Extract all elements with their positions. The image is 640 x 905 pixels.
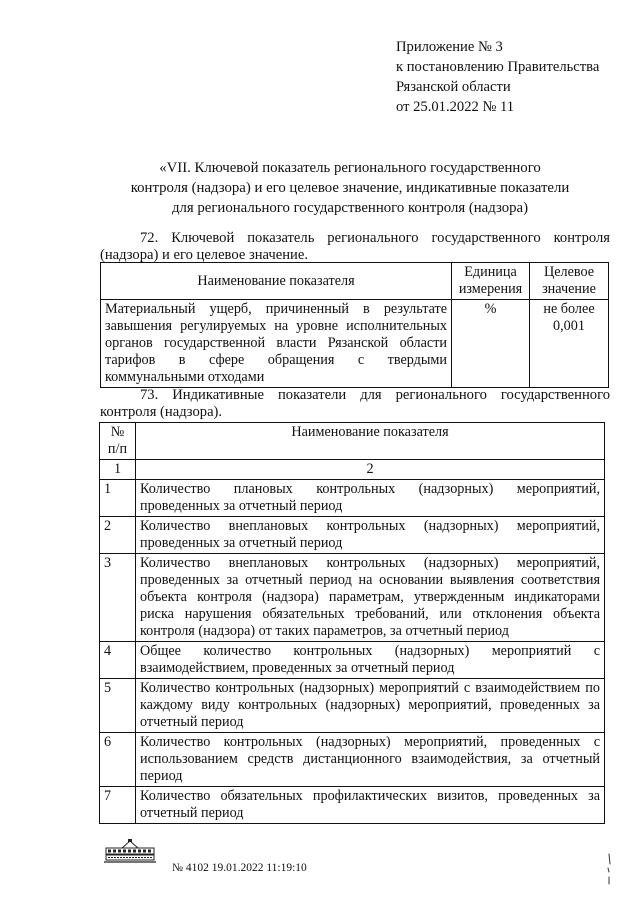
row-text: Количество контрольных (надзорных) мероприятий с взаимодействием по каждому виду контрольных (надзорных) мероприятий, проведенных за отчетный период xyxy=(136,679,605,733)
row-text: Количество плановых контрольных (надзорных) мероприятий, проведенных за отчетный период xyxy=(136,480,605,517)
section-heading xyxy=(96,158,604,218)
appendix-resolution: к постановлению Правительства xyxy=(396,59,600,75)
table-row xyxy=(100,554,605,642)
paragraph-72-text: 72. Ключевой показатель регионального государственного контроля (надзора) и его целевое значение. xyxy=(100,230,610,263)
column-number-1: 1 xyxy=(100,460,136,480)
registry-stamp-icon xyxy=(102,838,158,866)
row-number: 2 xyxy=(100,517,136,554)
header-indicator-name: Наименование показателя xyxy=(101,263,452,300)
row-number: 3 xyxy=(100,554,136,642)
paragraph-73 xyxy=(100,387,610,421)
header-indicator-name: Наименование показателя xyxy=(136,423,605,460)
row-number: 5 xyxy=(100,679,136,733)
key-indicator-table xyxy=(100,262,609,388)
paragraph-72 xyxy=(100,230,610,264)
row-text: Количество обязательных профилактических визитов, проведенных за отчетный период xyxy=(136,787,605,824)
table-row xyxy=(101,300,609,388)
indicator-target: не более 0,001 xyxy=(530,300,609,388)
header-unit: Единица измерения xyxy=(452,263,530,300)
column-number-row xyxy=(100,460,605,480)
appendix-title: Приложение № 3 xyxy=(396,39,503,55)
row-number: 4 xyxy=(100,642,136,679)
table-row xyxy=(100,679,605,733)
indicator-unit: % xyxy=(452,300,530,388)
row-text: Количество контрольных (надзорных) мероприятий, проведенных с использованием средств дистанционного взаимодействия, за отчетный период xyxy=(136,733,605,787)
page-footer xyxy=(100,834,640,894)
row-text: Количество внеплановых контрольных (надзорных) мероприятий, проведенных за отчетный период xyxy=(136,517,605,554)
row-text: Количество внеплановых контрольных (надзорных) мероприятий, проведенных за отчетный период на основании выявления соответствия объекта контроля (надзора) параметрам, утвержденным индикаторами риска нарушения обязательных требований, или отклонения объекта контроля (надзора) от таких параметров, за отчетный период xyxy=(136,554,605,642)
table-row xyxy=(100,517,605,554)
paragraph-73-text: 73. Индикативные показатели для регионального государственного контроля (надзора). xyxy=(100,387,610,420)
appendix-date: от 25.01.2022 № 11 xyxy=(396,99,515,115)
table-header-row xyxy=(100,423,605,460)
table-row xyxy=(100,642,605,679)
row-number: 7 xyxy=(100,787,136,824)
heading-line-1: «VII. Ключевой показатель регионального государственного xyxy=(159,160,541,176)
handwritten-mark-icon xyxy=(600,852,618,888)
appendix-region: Рязанской области xyxy=(396,79,511,95)
row-text: Общее количество контрольных (надзорных) мероприятий с взаимодействием, проведенных за отчетный период xyxy=(136,642,605,679)
table-row xyxy=(100,787,605,824)
row-number: 6 xyxy=(100,733,136,787)
column-number-2: 2 xyxy=(136,460,605,480)
heading-line-3: для регионального государственного контроля (надзора) xyxy=(171,200,529,216)
table-row xyxy=(100,480,605,517)
heading-line-2: контроля (надзора) и его целевое значение, индикативные показатели xyxy=(130,180,570,196)
registration-number: № 4102 19.01.2022 11:19:10 xyxy=(172,862,307,874)
indicator-description: Материальный ущерб, причиненный в результате завышения регулируемых на уровне исполнительных органов государственной власти Рязанской области тарифов в сфере обращения с твердыми коммунальными отходами xyxy=(101,300,452,388)
header-number: № п/п xyxy=(100,423,136,460)
appendix-header xyxy=(396,37,632,117)
row-number: 1 xyxy=(100,480,136,517)
table-row xyxy=(100,733,605,787)
indicative-indicators-table xyxy=(99,422,605,824)
header-target: Целевое значение xyxy=(530,263,609,300)
table-header-row xyxy=(101,263,609,300)
